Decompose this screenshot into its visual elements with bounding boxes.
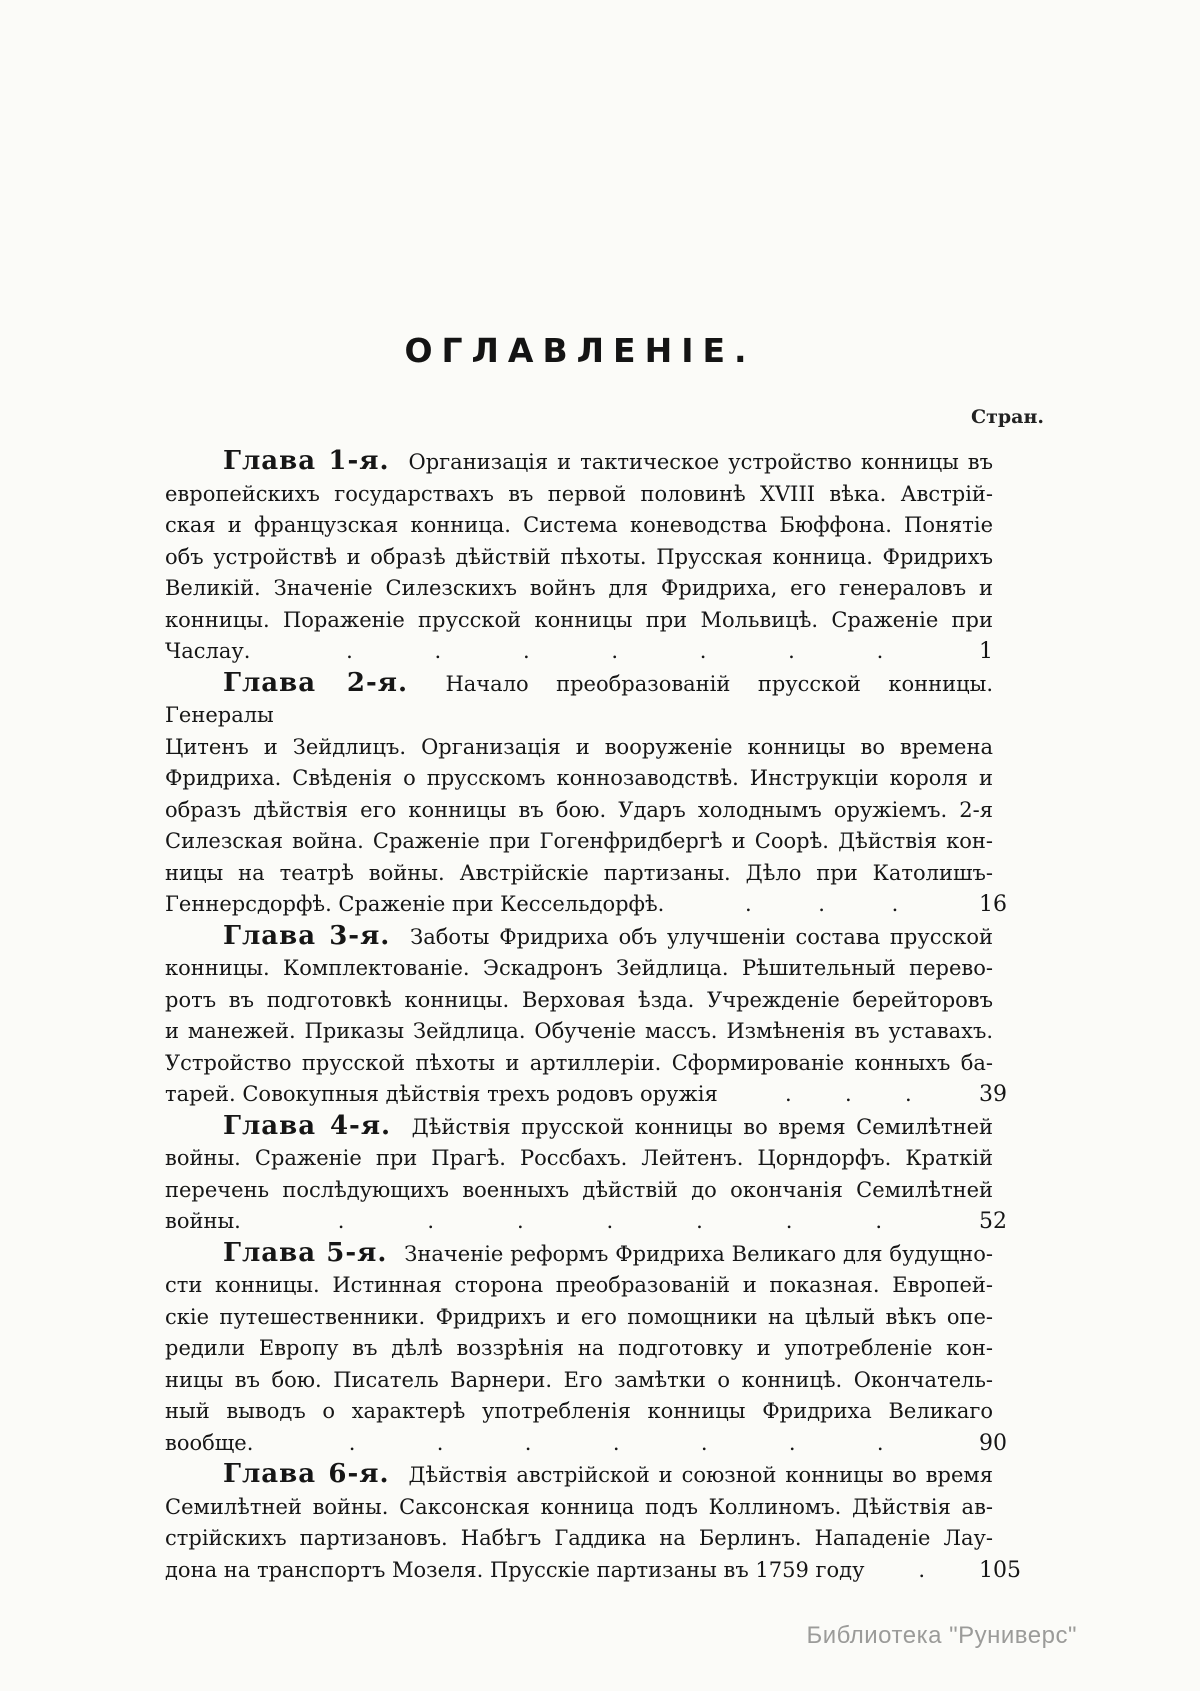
chapter-line: Цитенъ и Зейдлицъ. Организація и вооруженіе конницы во времена (165, 734, 993, 759)
chapter-line: скіе путешественники. Фридрихъ и его помощники на цѣлый вѣкъ опе- (165, 1304, 993, 1329)
chapter-label: Глава 6-я. (223, 1459, 390, 1489)
chapter-line: Устройство прусской пѣхоты и артиллеріи. Сформированіе конныхъ ба- (165, 1050, 993, 1075)
chapter-line: Силезская война. Сраженіе при Гогенфридбергѣ и Соорѣ. Дѣйствія кон- (165, 829, 993, 853)
dot-leaders: . . . (744, 892, 899, 916)
chapter-line: редили Европу въ дѣлѣ воззрѣнія на подготовку и употребленіе кон- (165, 1336, 993, 1360)
chapter-line: сти конницы. Истинная сторона преобразованій и показная. Европей- (165, 1273, 993, 1297)
chapter-line: Семилѣтней войны. Саксонская конница подъ Коллиномъ. Дѣйствія ав- (165, 1494, 993, 1519)
chapter-first-line: Глава 3-я. Заботы Фридриха объ улучшеніи состава прусской (223, 920, 993, 951)
chapter-last-line (165, 1555, 1031, 1587)
chapter-label: Глава 3-я. (223, 920, 391, 951)
chapter-last-text: войны. (165, 1209, 241, 1233)
chapter-first-line: Глава 2-я. Начало преобразованій прусской конницы. Генералы (165, 667, 993, 727)
chapter-line: объ устройствѣ и образѣ дѣйствій пѣхоты. Прусская конница. Фридрихъ (165, 544, 993, 569)
chapter-line: ротъ въ подготовкѣ конницы. Верховая ѣзда. Учрежденіе берейторовъ (165, 987, 993, 1012)
chapter-last-line (165, 1428, 1031, 1460)
chapter-first-line: Глава 6-я. Дѣйствія австрійской и союзной конницы во время (223, 1459, 993, 1489)
page-title: ОГЛАВЛЕНІЕ. (404, 331, 756, 370)
chapter-line: ская и французская конница. Система коневодства Бюффона. Понятіе (165, 513, 993, 537)
chapter-last-line (165, 1079, 1031, 1111)
toc-entry (165, 1111, 1031, 1238)
chapter-last-text: дона на транспортъ Мозеля. Прусскіе партизаны въ 1759 году (165, 1557, 865, 1582)
chapter-last-text: тарей. Совокупныя дѣйствія трехъ родовъ оружія (165, 1082, 718, 1106)
chapter-last-line (165, 636, 1031, 668)
chapter-line: и манежей. Приказы Зейдлица. Обученіе массъ. Измѣненія въ уставахъ. (165, 1019, 993, 1043)
chapter-page-number: 90 (979, 1430, 1007, 1456)
chapter-last-text: Геннерсдорфѣ. Сраженіе при Кессельдорфѣ. (165, 892, 665, 916)
chapter-line: ницы на театрѣ войны. Австрійскіе партизаны. Дѣло при Католишъ- (165, 860, 993, 885)
chapter-line: ный выводъ о характерѣ употребленія конницы Фридриха Великаго (165, 1399, 993, 1423)
chapter-page-number: 39 (979, 1082, 1007, 1107)
chapter-first-line: Глава 1-я. Организація и тактическое устройство конницы въ (223, 446, 993, 476)
chapter-page-number: 16 (979, 892, 1007, 917)
chapter-label: Глава 4-я. (223, 1110, 392, 1141)
toc-entry (165, 446, 1031, 668)
chapter-line: Фридриха. Свѣденія о прусскомъ коннозаводствѣ. Инструкціи короля и (165, 766, 993, 790)
chapter-line: войны. Сраженіе при Прагѣ. Россбахъ. Лейтенъ. Цорндорфъ. Краткій (165, 1146, 993, 1170)
chapter-line: ницы въ бою. Писатель Варнери. Его замѣтки о конницѣ. Окончатель- (165, 1367, 993, 1392)
toc-entry (165, 1459, 1031, 1586)
dot-leaders: . . . (785, 1082, 912, 1106)
chapter-line: конницы. Комплектованіе. Эскадронъ Зейдлица. Рѣшительный перево- (165, 956, 993, 980)
chapter-label: Глава 5-я. (223, 1237, 388, 1268)
chapter-line: перечень послѣдующихъ военныхъ дѣйствій до окончанія Семилѣтней (165, 1177, 993, 1202)
dot-leaders: . . . . . . . (337, 1209, 883, 1233)
chapter-page-number: 52 (979, 1209, 1007, 1234)
toc-entry (165, 921, 1031, 1111)
chapter-line: конницы. Пораженіе прусской конницы при Мольвицѣ. Сраженіе при (165, 607, 993, 632)
chapter-last-line (165, 1206, 1031, 1238)
dot-leaders: . . . . . . . (346, 639, 884, 663)
chapter-line: образъ дѣйствія его конницы въ бою. Ударъ холоднымъ оружіемъ. 2-я (165, 797, 993, 822)
table-of-contents (165, 446, 1031, 1586)
page-column-header: Стран. (970, 406, 1044, 428)
chapter-first-line: Глава 4-я. Дѣйствія прусской конницы во время Семилѣтней (223, 1110, 993, 1141)
dot-leaders: . . . . . . . (348, 1430, 884, 1455)
chapter-line: стрійскихъ партизановъ. Набѣгъ Гаддика на Берлинъ. Нападеніе Лау- (165, 1526, 993, 1550)
library-watermark: Библиотека "Руниверс" (806, 1622, 1077, 1649)
chapter-last-text: Часлау. (165, 639, 251, 663)
chapter-page-number: 105 (979, 1557, 1021, 1583)
chapter-last-text: вообще. (165, 1430, 254, 1455)
chapter-page-number: 1 (979, 639, 993, 664)
chapter-first-line: Глава 5-я. Значеніе реформъ Фридриха Великаго для будущно- (223, 1237, 993, 1268)
dot-leaders: . (918, 1557, 926, 1582)
chapter-line: европейскихъ государствахъ въ первой половинѣ XVIII вѣка. Австрій- (165, 481, 993, 506)
toc-entry (165, 1238, 1031, 1460)
chapter-label: Глава 2-я. (223, 667, 409, 698)
chapter-last-line (165, 889, 1031, 921)
chapter-label: Глава 1-я. (223, 446, 390, 476)
toc-entry (165, 668, 1031, 921)
chapter-line: Великій. Значеніе Силезскихъ войнъ для Фридриха, его генераловъ и (165, 576, 993, 600)
